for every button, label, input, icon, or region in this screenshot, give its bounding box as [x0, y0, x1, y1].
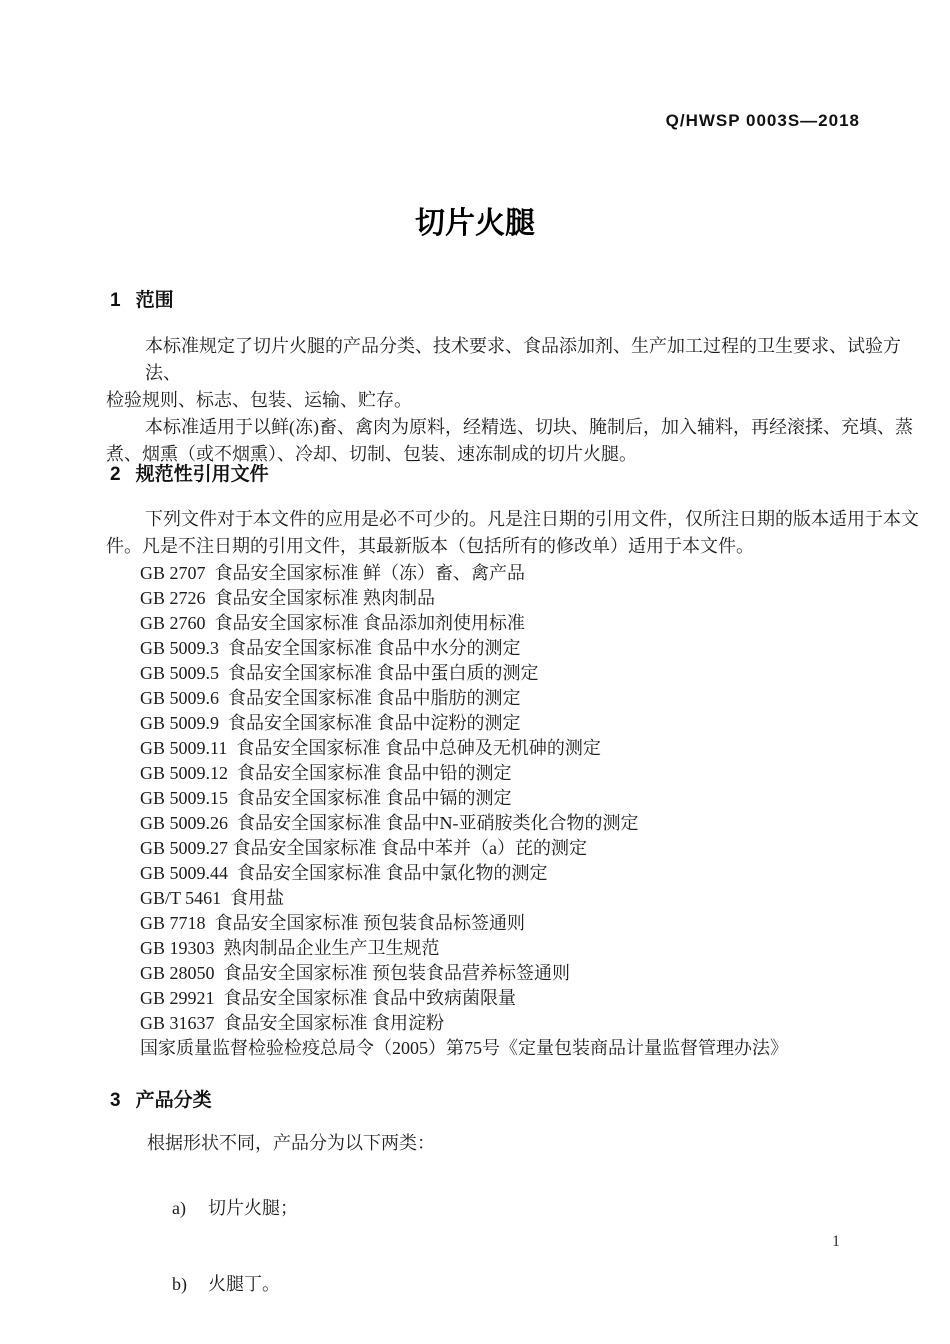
- list-marker: b): [172, 1274, 187, 1294]
- reference-item: GB 31637 食品安全国家标准 食用淀粉: [140, 1013, 445, 1033]
- section-2-number: 2: [110, 464, 121, 485]
- classification-list: [145, 1170, 298, 1323]
- section-2-label: 规范性引用文件: [135, 464, 269, 485]
- document-title: 切片火腿: [415, 207, 535, 240]
- paragraph-line: 检验规则、标志、包装、运输、贮存。: [106, 390, 412, 410]
- reference-item: 国家质量监督检验检疫总局令（2005）第75号《定量包装商品计量监督管理办法》: [140, 1038, 788, 1058]
- section-2-body: [106, 506, 936, 560]
- paragraph-line: 件。凡是不注日期的引用文件，其最新版本（包括所有的修改单）适用于本文件。: [106, 536, 754, 556]
- reference-item: GB 5009.44 食品安全国家标准 食品中氯化物的测定: [140, 863, 548, 883]
- list-marker: a): [172, 1197, 186, 1218]
- section-3-heading: [110, 1085, 212, 1112]
- reference-item: GB 2707 食品安全国家标准 鲜（冻）畜、禽产品: [140, 563, 526, 583]
- section-2-heading: [110, 459, 269, 486]
- list-item-text: 火腿丁。: [208, 1274, 280, 1294]
- reference-item: GB 5009.3 食品安全国家标准 食品中水分的测定: [140, 638, 521, 658]
- reference-item: GB 5009.26 食品安全国家标准 食品中N-亚硝胺类化合物的测定: [140, 813, 639, 833]
- section-1-heading: [110, 285, 174, 312]
- section-3-label: 产品分类: [135, 1090, 212, 1111]
- page-number: 1: [832, 1233, 840, 1250]
- paragraph-line: 下列文件对于本文件的应用是必不可少的。凡是注日期的引用文件，仅所注日期的版本适用于本文: [145, 509, 919, 529]
- reference-item: GB 5009.15 食品安全国家标准 食品中镉的测定: [140, 788, 512, 808]
- reference-item: GB 28050 食品安全国家标准 预包装食品营养标签通则: [140, 963, 571, 983]
- paragraph-line: 本标准适用于以鲜(冻)畜、禽肉为原料，经精选、切块、腌制后，加入辅料，再经滚揉、充填、蒸: [145, 417, 913, 437]
- reference-item: GB 5009.6 食品安全国家标准 食品中脂肪的测定: [140, 688, 521, 708]
- section-1-body: [106, 333, 936, 468]
- section-1-number: 1: [110, 290, 121, 311]
- list-item-text: 切片火腿；: [208, 1197, 298, 1218]
- paragraph-line: 本标准规定了切片火腿的产品分类、技术要求、食品添加剂、生产加工过程的卫生要求、试验方法、: [145, 336, 901, 383]
- reference-item: GB 5009.9 食品安全国家标准 食品中淀粉的测定: [140, 713, 521, 733]
- reference-item: GB 5009.11 食品安全国家标准 食品中总砷及无机砷的测定: [140, 738, 601, 758]
- classification-intro: 根据形状不同，产品分为以下两类：: [147, 1133, 435, 1153]
- reference-item: GB 2760 食品安全国家标准 食品添加剂使用标准: [140, 613, 526, 633]
- reference-item: GB 5009.27 食品安全国家标准 食品中苯并（a）芘的测定: [140, 838, 587, 858]
- reference-item: GB 7718 食品安全国家标准 预包装食品标签通则: [140, 913, 526, 933]
- reference-item: GB 5009.12 食品安全国家标准 食品中铅的测定: [140, 763, 512, 783]
- paragraph-line: 煮、烟熏（或不烟熏）、冷却、切制、包装、速冻制成的切片火腿。: [106, 444, 637, 464]
- reference-item: GB 2726 食品安全国家标准 熟肉制品: [140, 588, 436, 608]
- section-1-label: 范围: [135, 290, 174, 311]
- reference-item: GB 5009.5 食品安全国家标准 食品中蛋白质的测定: [140, 663, 539, 683]
- doc-code: Q/HWSP 0003S—2018: [665, 111, 860, 130]
- classification-item: [145, 1247, 298, 1324]
- classification-item: [145, 1170, 298, 1247]
- section-3-number: 3: [110, 1090, 121, 1111]
- normative-references-list: [140, 561, 940, 1061]
- reference-item: GB/T 5461 食用盐: [140, 888, 285, 908]
- reference-item: GB 29921 食品安全国家标准 食品中致病菌限量: [140, 988, 517, 1008]
- reference-item: GB 19303 熟肉制品企业生产卫生规范: [140, 938, 440, 958]
